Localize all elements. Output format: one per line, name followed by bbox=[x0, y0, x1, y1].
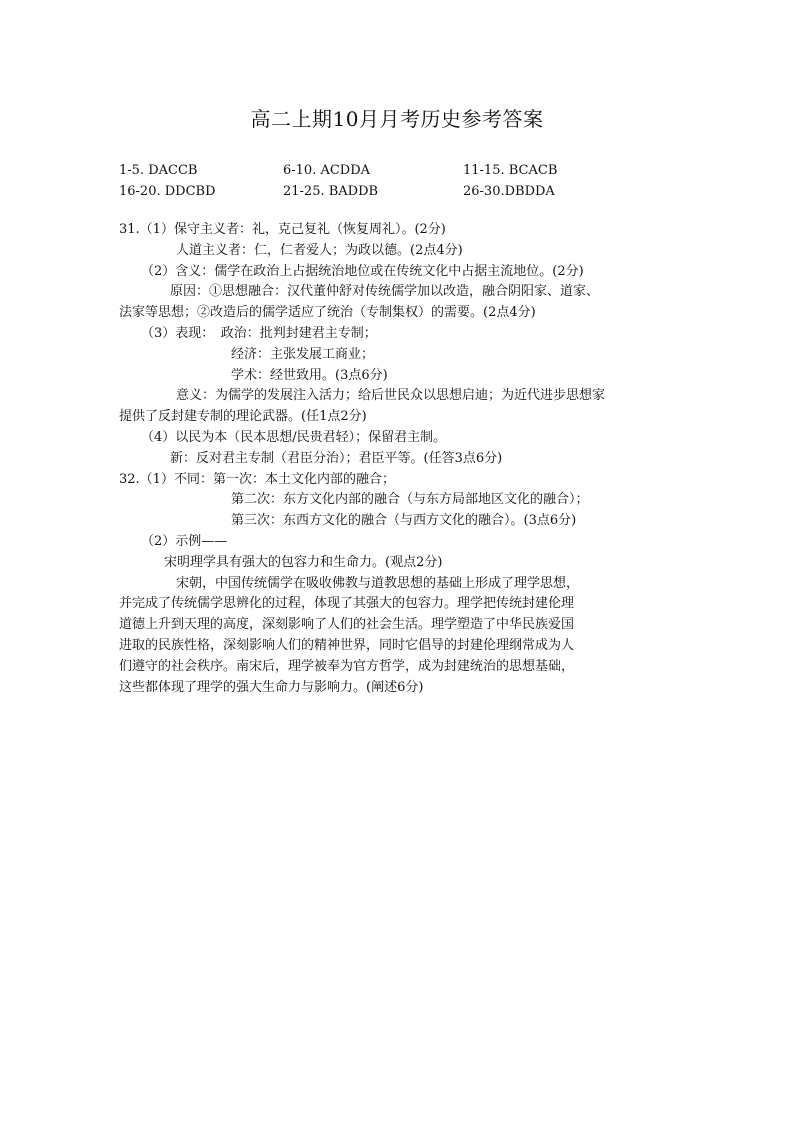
q32-part2-line8: 这些都体现了理学的强大生命力与影响力。(阐述6分) bbox=[119, 679, 424, 695]
mc-row-2 bbox=[119, 181, 679, 202]
essay-answers bbox=[119, 220, 719, 698]
q31-part2-line3: 法家等思想；②改造后的儒学适应了统治（专制集权）的需要。(2点4分) bbox=[119, 305, 536, 321]
q31-part3-line2: 经济：主张发展工商业； bbox=[231, 346, 375, 362]
mc-answer-1-5: 1-5. DACCB bbox=[119, 163, 198, 178]
mc-row-1 bbox=[119, 160, 679, 181]
mc-answer-21-25: 21-25. BADDB bbox=[283, 184, 379, 199]
q31-part3-line1: （3）表现： 政治：批判封建君主专制； bbox=[141, 325, 377, 341]
q32-part2-line7: 们遵守的社会秩序。南宋后，理学被奉为官方哲学，成为封建统治的思想基础， bbox=[119, 658, 575, 674]
q31-part4-line1: （4）以民为本（民本思想/民贵君轻）；保留君主制。 bbox=[141, 429, 447, 445]
mc-answer-11-15: 11-15. BCACB bbox=[463, 163, 558, 178]
q31-part4-line2: 新：反对君主专制（君臣分治）；君臣平等。(任答3点6分) bbox=[170, 450, 503, 466]
mc-answer-6-10: 6-10. ACDDA bbox=[283, 163, 371, 178]
q32-part2-line2: 宋明理学具有强大的包容力和生命力。(观点2分) bbox=[164, 554, 443, 570]
q31-part1-line2: 人道主义者：仁，仁者爱人；为政以德。(2点4分) bbox=[176, 242, 463, 258]
mc-answer-16-20: 16-20. DDCBD bbox=[119, 184, 216, 199]
mc-answer-26-30: 26-30.DBDDA bbox=[463, 184, 555, 199]
q31-part2-line1: （2）含义：儒学在政治上占据统治地位或在传统文化中占据主流地位。(2分) bbox=[141, 263, 584, 279]
q31-part2-line2: 原因：①思想融合：汉代董仲舒对传统儒学加以改造，融合阴阳家、道家、 bbox=[170, 284, 600, 300]
q31-part3-line4: 意义：为儒学的发展注入活力；给后世民众以思想启迪；为近代进步思想家 bbox=[176, 388, 606, 404]
q32-part1-line1: 32.（1）不同：第一次：本土文化内部的融合； bbox=[119, 471, 395, 487]
q32-part1-line3: 第三次：东西方文化的融合（与西方文化的融合）。(3点6分) bbox=[231, 513, 577, 529]
multiple-choice-answers bbox=[119, 160, 679, 202]
q32-part2-line1: （2）示例—— bbox=[141, 533, 228, 549]
q32-part1-line2: 第二次：东方文化内部的融合（与东方局部地区文化的融合）； bbox=[231, 492, 589, 508]
q32-part2-line6: 进取的民族性格，深刻影响人们的精神世界，同时它倡导的封建伦理纲常成为人 bbox=[119, 637, 575, 653]
q32-part2-line5: 道德上升到天理的高度，深刻影响了人们的社会生活。理学塑造了中华民族爱国 bbox=[119, 617, 575, 633]
q32-part2-line3: 宋朝，中国传统儒学在吸收佛教与道教思想的基础上形成了理学思想， bbox=[176, 575, 580, 591]
q31-part3-line3: 学术：经世致用。(3点6分) bbox=[231, 367, 388, 383]
q32-part2-line4: 并完成了传统儒学思辨化的过程，体现了其强大的包容力。理学把传统封建伦理 bbox=[119, 596, 575, 612]
page-title: 高二上期10月月考历史参考答案 bbox=[250, 107, 544, 131]
q31-part3-line5: 提供了反封建专制的理论武器。(任1点2分) bbox=[119, 409, 367, 425]
q31-part1-line1: 31.（1）保守主义者：礼，克己复礼（恢复周礼）。(2分) bbox=[119, 222, 446, 237]
